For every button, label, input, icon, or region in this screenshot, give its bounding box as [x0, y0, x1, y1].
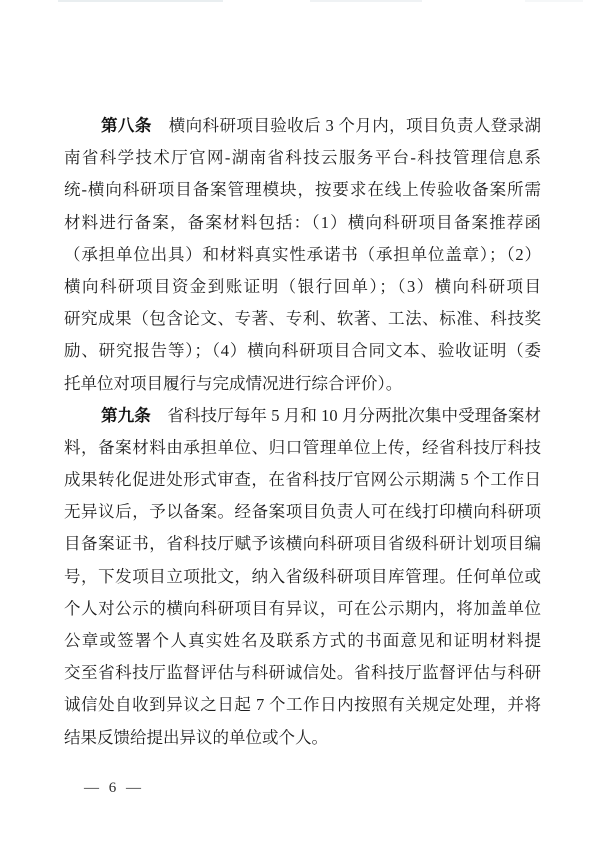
article-9-paragraph: [64, 400, 541, 754]
text-line: [64, 303, 541, 335]
line-text: 目备案证书，省科技厅赋予该横向科研项目省级科研计划项目编: [64, 534, 541, 554]
line-text: 交至省科技厅监督评估与科研诚信处。省科技厅监督评估与科研: [64, 663, 541, 683]
text-line: [64, 625, 541, 657]
line-text: 公章或签署个人真实姓名及联系方式的书面意见和证明材料提: [64, 631, 541, 650]
article-8-paragraph: [64, 110, 541, 400]
text-line: [64, 335, 541, 367]
text-line: [64, 368, 541, 400]
text-line: [64, 432, 541, 464]
line-text: 结果反馈给提出异议的单位或个人。: [64, 727, 328, 747]
line-text: 诚信处自收到异议之日起 7 个工作日内按照有关规定处理，并将: [64, 695, 541, 715]
scan-edge-artifact: [58, 0, 223, 2]
text-line: [64, 657, 541, 689]
text-line: [64, 722, 541, 754]
line-text: 研究成果（包含论文、专著、专利、软著、工法、标准、科技奖: [64, 309, 541, 329]
line-text: 统-横向科研项目备案管理模块，按要求在线上传验收备案所需: [64, 180, 541, 200]
text-line: [64, 142, 541, 174]
text-line: [64, 271, 541, 303]
line-text: 励、研究报告等）；（4）横向科研项目合同文本、验收证明（委: [64, 341, 541, 361]
line-text: 南省科学技术厅官网-湖南省科技云服务平台-科技管理信息系: [64, 148, 541, 168]
text-line: [64, 689, 541, 721]
line-text: 料，备案材料由承担单位、归口管理单位上传，经省科技厅科技: [64, 437, 541, 457]
scan-edge-artifact: [310, 0, 422, 2]
line-text: 横向科研项目资金到账证明（银行回单）；（3）横向科研项目: [64, 276, 541, 296]
text-line: [64, 561, 541, 593]
text-line: [64, 174, 541, 206]
line-text: 号，下发项目立项批文，纳入省级科研项目库管理。任何单位或: [64, 566, 541, 586]
text-line: [64, 110, 541, 142]
line-text: 无异议后，予以备案。经备案项目负责人可在线打印横向科研项: [64, 502, 541, 522]
scan-edge-artifact: [525, 0, 583, 2]
text-line: [64, 207, 541, 239]
line-text: 省科技厅每年 5 月和 10 月分两批次集中受理备案材: [150, 405, 542, 425]
text-line: [64, 239, 541, 271]
document-body: [64, 110, 541, 754]
line-text: 横向科研项目验收后 3 个月内，项目负责人登录湖: [151, 116, 542, 135]
line-text: 材料进行备案，备案材料包括：（1）横向科研项目备案推荐函: [64, 212, 541, 232]
line-text: （承担单位出具）和材料真实性承诺书（承担单位盖章）；（2）: [64, 244, 541, 264]
line-text: 个人对公示的横向科研项目有异议，可在公示期内，将加盖单位: [64, 598, 541, 618]
page-number: — 6 —: [84, 780, 144, 796]
article-number: 第九条: [101, 405, 151, 425]
article-number: 第八条: [101, 116, 152, 135]
text-line: [64, 528, 541, 560]
text-line: [64, 400, 541, 432]
text-line: [64, 496, 541, 528]
text-line: [64, 593, 541, 625]
text-line: [64, 464, 541, 496]
line-text: 成果转化促进处形式审查，在省科技厅官网公示期满 5 个工作日: [64, 470, 541, 490]
line-text: 托单位对项目履行与完成情况进行综合评价）。: [64, 373, 403, 393]
